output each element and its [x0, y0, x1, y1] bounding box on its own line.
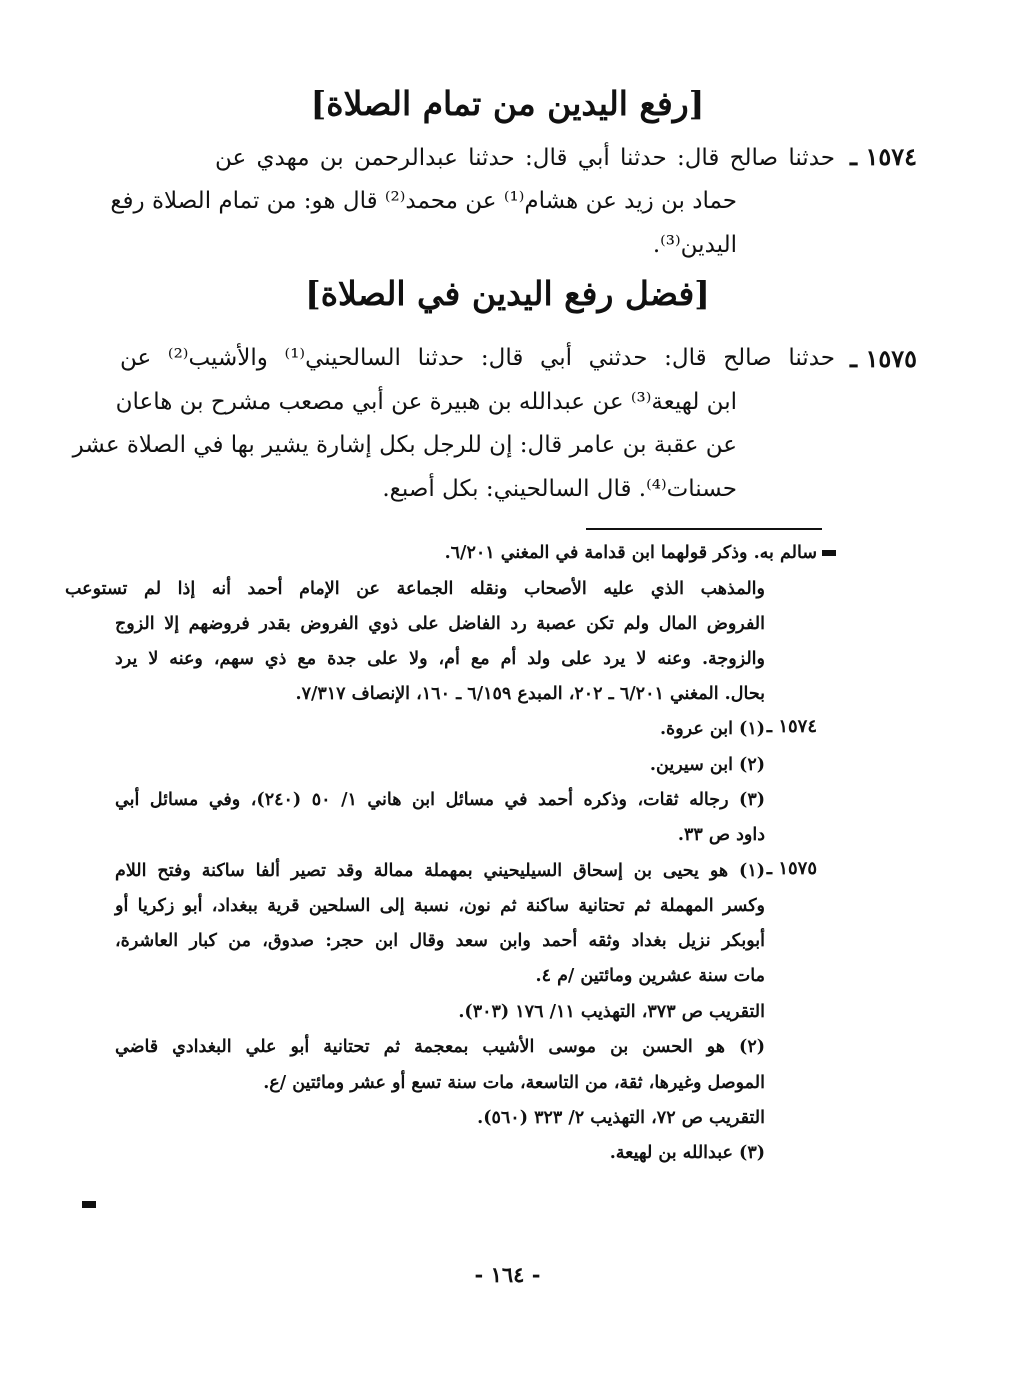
footnote-1575-line-1: (١) هو يحيى بن إسحاق السيليحيني بمهملة ممالة وقد تصير ألفا ساكنة وفتح اللام — [115, 861, 765, 881]
footnote-carry-line-2: والمذهب الذي عليه الأصحاب ونقله الجماعة عن الإمام أحمد أنه إذا لم تستوعب — [65, 579, 765, 599]
section-heading-1: [رفع اليدين من تمام الصلاة] — [310, 84, 705, 123]
hadith-1575-line-3: عن عقبة بن عامر قال: إن للرجل بكل إشارة يشير بها في الصلاة عشر — [72, 432, 737, 458]
footnote-1574-line-2: (٢) ابن سيرين. — [649, 755, 765, 775]
margin-mark-top — [822, 550, 836, 556]
footnote-carry-line-5: بحال. المغني ٦/٢٠١ ـ ٢٠٢، المبدع ٦/١٥٩ ـ ١٦٠، الإنصاف ٧/٣١٧. — [295, 684, 765, 704]
hadith-1574-line-2: حماد بن زيد عن هشام⁽¹⁾ عن محمد⁽²⁾ قال هو: من تمام الصلاة رفع — [110, 188, 737, 214]
footnote-1574-line-3: (٣) رجاله ثقات، وذكره أحمد في مسائل ابن هاني ١/ ٥٠ (٢٤٠)، وفي مسائل أبي — [115, 790, 766, 810]
footnote-separator — [586, 528, 822, 530]
footnote-1575-line-6: (٢) هو الحسن بن موسى الأشيب بمعجمة ثم تحتانية أبو علي البغدادي قاضي — [115, 1037, 765, 1057]
footnote-1575-line-8: التقريب ص ٧٢، التهذيب ٢/ ٣٢٣ (٥٦٠). — [477, 1108, 765, 1128]
footnote-carry-line-4: والزوجة. وعنه لا يرد على ولد أم مع أم، ولا على جدة مع ذي سهم، وعنه لا يرد — [115, 649, 765, 669]
footnote-1575-line-2: وكسر المهملة ثم تحتانية ساكنة ثم نون، نسبة إلى السلحين قرية ببغداد، أبو زكريا أو — [115, 896, 765, 916]
footnote-group-number-1575: ١٥٧٥ ـ — [766, 858, 817, 879]
footnote-1575-line-3: أبوبكر نزيل بغداد وثقه أحمد وابن سعد وقال ابن حجر: صدوق، من كبار العاشرة، — [115, 931, 765, 951]
footnote-group-number-1574: ١٥٧٤ ـ — [766, 716, 817, 737]
footnote-1574-line-1: (١) ابن عروة. — [659, 719, 765, 739]
hadith-1574-line-3: اليدين⁽³⁾. — [652, 232, 737, 258]
hadith-number-1575: ١٥٧٥ ـ — [850, 344, 917, 373]
page-number: - ١٦٤ - — [474, 1262, 541, 1287]
section-heading-2: [فضل رفع اليدين في الصلاة] — [305, 274, 710, 313]
footnote-1574-line-4: داود ص ٣٣. — [677, 825, 765, 845]
margin-mark-bottom — [82, 1201, 96, 1208]
hadith-1574-line-1: حدثنا صالح قال: حدثنا أبي قال: حدثنا عبدالرحمن بن مهدي عن — [215, 145, 835, 171]
hadith-1575-line-1: حدثنا صالح قال: حدثني أبي قال: حدثنا السالحيني⁽¹⁾ والأشيب⁽²⁾ عن — [120, 345, 835, 371]
footnote-1575-line-4: مات سنة عشرين ومائتين /م ٤. — [535, 966, 765, 986]
footnote-1575-line-5: التقريب ص ٣٧٣، التهذيب ١١/ ١٧٦ (٣٠٣). — [458, 1002, 765, 1022]
hadith-1575-line-4: حسنات⁽⁴⁾. قال السالحيني: بكل أصبع. — [382, 476, 737, 502]
footnote-carry-line-3: الفروض المال ولم تكن عصبة رد الفاضل على ذوي الفروض بقدر فروضهم إلا الزوج — [115, 614, 765, 634]
hadith-1575-line-2: ابن لهيعة⁽³⁾ عن عبدالله بن هبيرة عن أبي مصعب مشرح بن هاعان — [115, 389, 737, 415]
hadith-number-1574: ١٥٧٤ ـ — [850, 142, 917, 171]
footnote-1575-line-7: الموصل وغيرها، ثقة، من التاسعة، مات سنة تسع أو عشر ومائتين /ع. — [263, 1073, 765, 1093]
footnote-carry-line-1: سالم به. وذكر قولهما ابن قدامة في المغني ٦/٢٠١. — [444, 543, 817, 563]
footnote-1575-line-9: (٣) عبدالله بن لهيعة. — [609, 1143, 765, 1163]
